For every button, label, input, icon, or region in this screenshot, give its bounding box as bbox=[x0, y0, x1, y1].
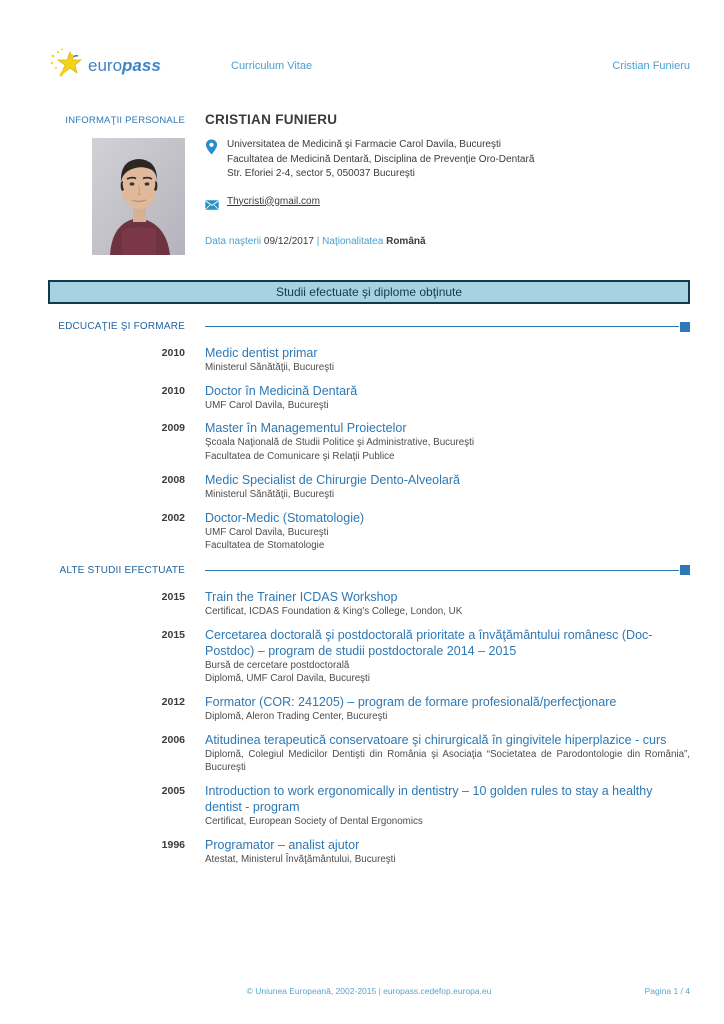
rule-end-square bbox=[680, 322, 690, 332]
personal-info-header bbox=[48, 112, 690, 127]
entry-detail: UMF Carol Davila, Bucureşti bbox=[205, 526, 329, 538]
study-entry bbox=[48, 589, 690, 619]
address-block bbox=[227, 138, 534, 182]
entry-title: Medic dentist primar bbox=[205, 346, 318, 360]
entry-detail: Ministerul Sănătăţii, Bucureşti bbox=[205, 488, 335, 500]
studies-banner bbox=[48, 280, 690, 304]
europass-wordmark bbox=[88, 56, 161, 76]
education-entry bbox=[48, 383, 690, 413]
entry-detail: Certificat, ICDAS Foundation & King's College, London, UK bbox=[205, 605, 463, 617]
profile-photo bbox=[92, 138, 185, 255]
entry-year: 2015 bbox=[161, 590, 185, 603]
nationality-value: Română bbox=[386, 235, 426, 247]
entry-detail: Facultatea de Stomatologie bbox=[205, 540, 325, 552]
section-rule bbox=[205, 322, 690, 332]
logo-pass-text: pass bbox=[122, 56, 161, 75]
education-entry bbox=[48, 345, 690, 375]
address-line: Facultatea de Medicină Dentară, Disciplina de Prevenţie Oro-Dentară bbox=[227, 153, 535, 165]
entry-year: 2010 bbox=[161, 384, 185, 397]
section-heading-other-studies bbox=[48, 565, 690, 576]
entry-title: Doctor-Medic (Stomatologie) bbox=[205, 510, 365, 525]
personal-info-body bbox=[48, 138, 690, 255]
personal-info-label: INFORMAŢII PERSONALE bbox=[65, 115, 185, 126]
education-entry bbox=[48, 510, 690, 553]
entry-year: 2005 bbox=[161, 785, 185, 798]
section-heading-label: EDCUCAŢIE ŞI FORMARE bbox=[58, 321, 185, 332]
entry-detail: Bursă de cercetare postdoctorală bbox=[205, 659, 350, 671]
education-entry bbox=[48, 420, 690, 463]
photo-column bbox=[48, 138, 205, 255]
logo-euro-text: euro bbox=[88, 56, 123, 75]
entry-title: Programator – analist ajutor bbox=[205, 837, 360, 852]
email-link[interactable]: Thycristi@gmail.com bbox=[227, 195, 320, 207]
copyright-text: © Uniunea Europeană, 2002-2015 | europass.cedefop.europa.eu bbox=[246, 986, 492, 996]
study-entry bbox=[48, 627, 690, 686]
page-footer bbox=[48, 986, 690, 1000]
entry-title: Master în Managementul Proiectelor bbox=[205, 421, 407, 436]
entry-year: 2009 bbox=[161, 422, 185, 435]
birth-label: Data naşterii bbox=[205, 235, 262, 247]
entry-year: 2002 bbox=[161, 511, 185, 524]
entry-title: Atitudinea terapeutică conservatoare şi chirurgicală în gingivitele hiperplazice - curs bbox=[205, 732, 667, 747]
entry-detail: Certificat, European Society of Dental Ergonomics bbox=[205, 816, 423, 828]
person-name: CRISTIAN FUNIERU bbox=[205, 112, 338, 127]
entry-year: 1996 bbox=[161, 838, 185, 851]
page-number: Pagina 1 / 4 bbox=[644, 986, 690, 996]
entry-detail: Ministerul Sănătăţii, Bucureşti bbox=[205, 362, 335, 373]
entry-detail: Diplomă, Aleron Trading Center, Bucureşti bbox=[205, 711, 388, 723]
entry-year: 2010 bbox=[161, 347, 185, 359]
separator: | bbox=[316, 235, 320, 247]
study-entry bbox=[48, 694, 690, 724]
birth-nationality-row bbox=[205, 236, 690, 247]
envelope-icon bbox=[205, 197, 218, 215]
entry-year: 2008 bbox=[161, 473, 185, 486]
europass-logo bbox=[48, 46, 205, 86]
entry-detail: Facultatea de Comunicare şi Relaţii Publice bbox=[205, 451, 395, 463]
birth-date: 09/12/2017 bbox=[263, 235, 314, 247]
entry-title: Doctor în Medicină Dentară bbox=[205, 383, 358, 398]
entry-year: 2012 bbox=[161, 696, 185, 709]
rule-end-square bbox=[680, 565, 690, 575]
address-line: Universitatea de Medicină şi Farmacie Carol Davila, Bucureşti bbox=[227, 139, 501, 150]
entry-detail: Diplomă, Colegiul Medicilor Dentişti din România şi Asociaţia “Societatea de Parodontologie din România”, Bucureşti bbox=[205, 748, 690, 774]
entry-title: Cercetarea doctorală şi postdoctorală prioritate a învăţământului românesc (Doc-Postdoc) – program de studii postdoctorale 2014 – 2015 bbox=[205, 627, 653, 658]
entry-year: 2006 bbox=[161, 733, 185, 746]
entry-year: 2015 bbox=[161, 628, 185, 641]
address-line: Str. Eforiei 2-4, sector 5, 050037 Bucureşti bbox=[227, 168, 415, 179]
section-heading-education bbox=[48, 321, 690, 332]
study-entry bbox=[48, 837, 690, 867]
entry-detail: Atestat, Ministerul Învăţământului, Bucureşti bbox=[205, 853, 396, 865]
entry-detail: UMF Carol Davila, Bucureşti bbox=[205, 399, 329, 411]
studies-banner-title: Studii efectuate şi diplome obţinute bbox=[275, 285, 463, 299]
study-entry bbox=[48, 732, 690, 775]
entry-title: Medic Specialist de Chirurgie Dento-Alveolară bbox=[205, 472, 460, 487]
document-title: Curriculum Vitae bbox=[231, 60, 313, 72]
nationality-label: Naţionalitatea bbox=[322, 235, 384, 247]
email-row bbox=[205, 196, 690, 215]
entry-title: Formator (COR: 241205) – program de formare profesională/perfecţionare bbox=[205, 695, 617, 710]
page-header bbox=[48, 46, 690, 86]
entry-detail: Şcoala Naţională de Studii Politice şi Administrative, Bucureşti bbox=[205, 437, 475, 449]
location-pin-icon bbox=[205, 139, 218, 160]
address-row bbox=[205, 138, 690, 182]
europass-star-icon bbox=[48, 46, 92, 86]
header-person-name: Cristian Funieru bbox=[612, 60, 690, 72]
section-rule bbox=[205, 565, 690, 575]
study-entry bbox=[48, 783, 690, 829]
entry-detail: Diplomă, UMF Carol Davila, Bucureşti bbox=[205, 673, 370, 685]
entry-title: Introduction to work ergonomically in dentistry – 10 golden rules to stay a healthy dentist - program bbox=[205, 784, 653, 815]
entry-title: Train the Trainer ICDAS Workshop bbox=[205, 589, 398, 604]
education-entry bbox=[48, 472, 690, 502]
section-heading-label: ALTE STUDII EFECTUATE bbox=[59, 564, 185, 576]
